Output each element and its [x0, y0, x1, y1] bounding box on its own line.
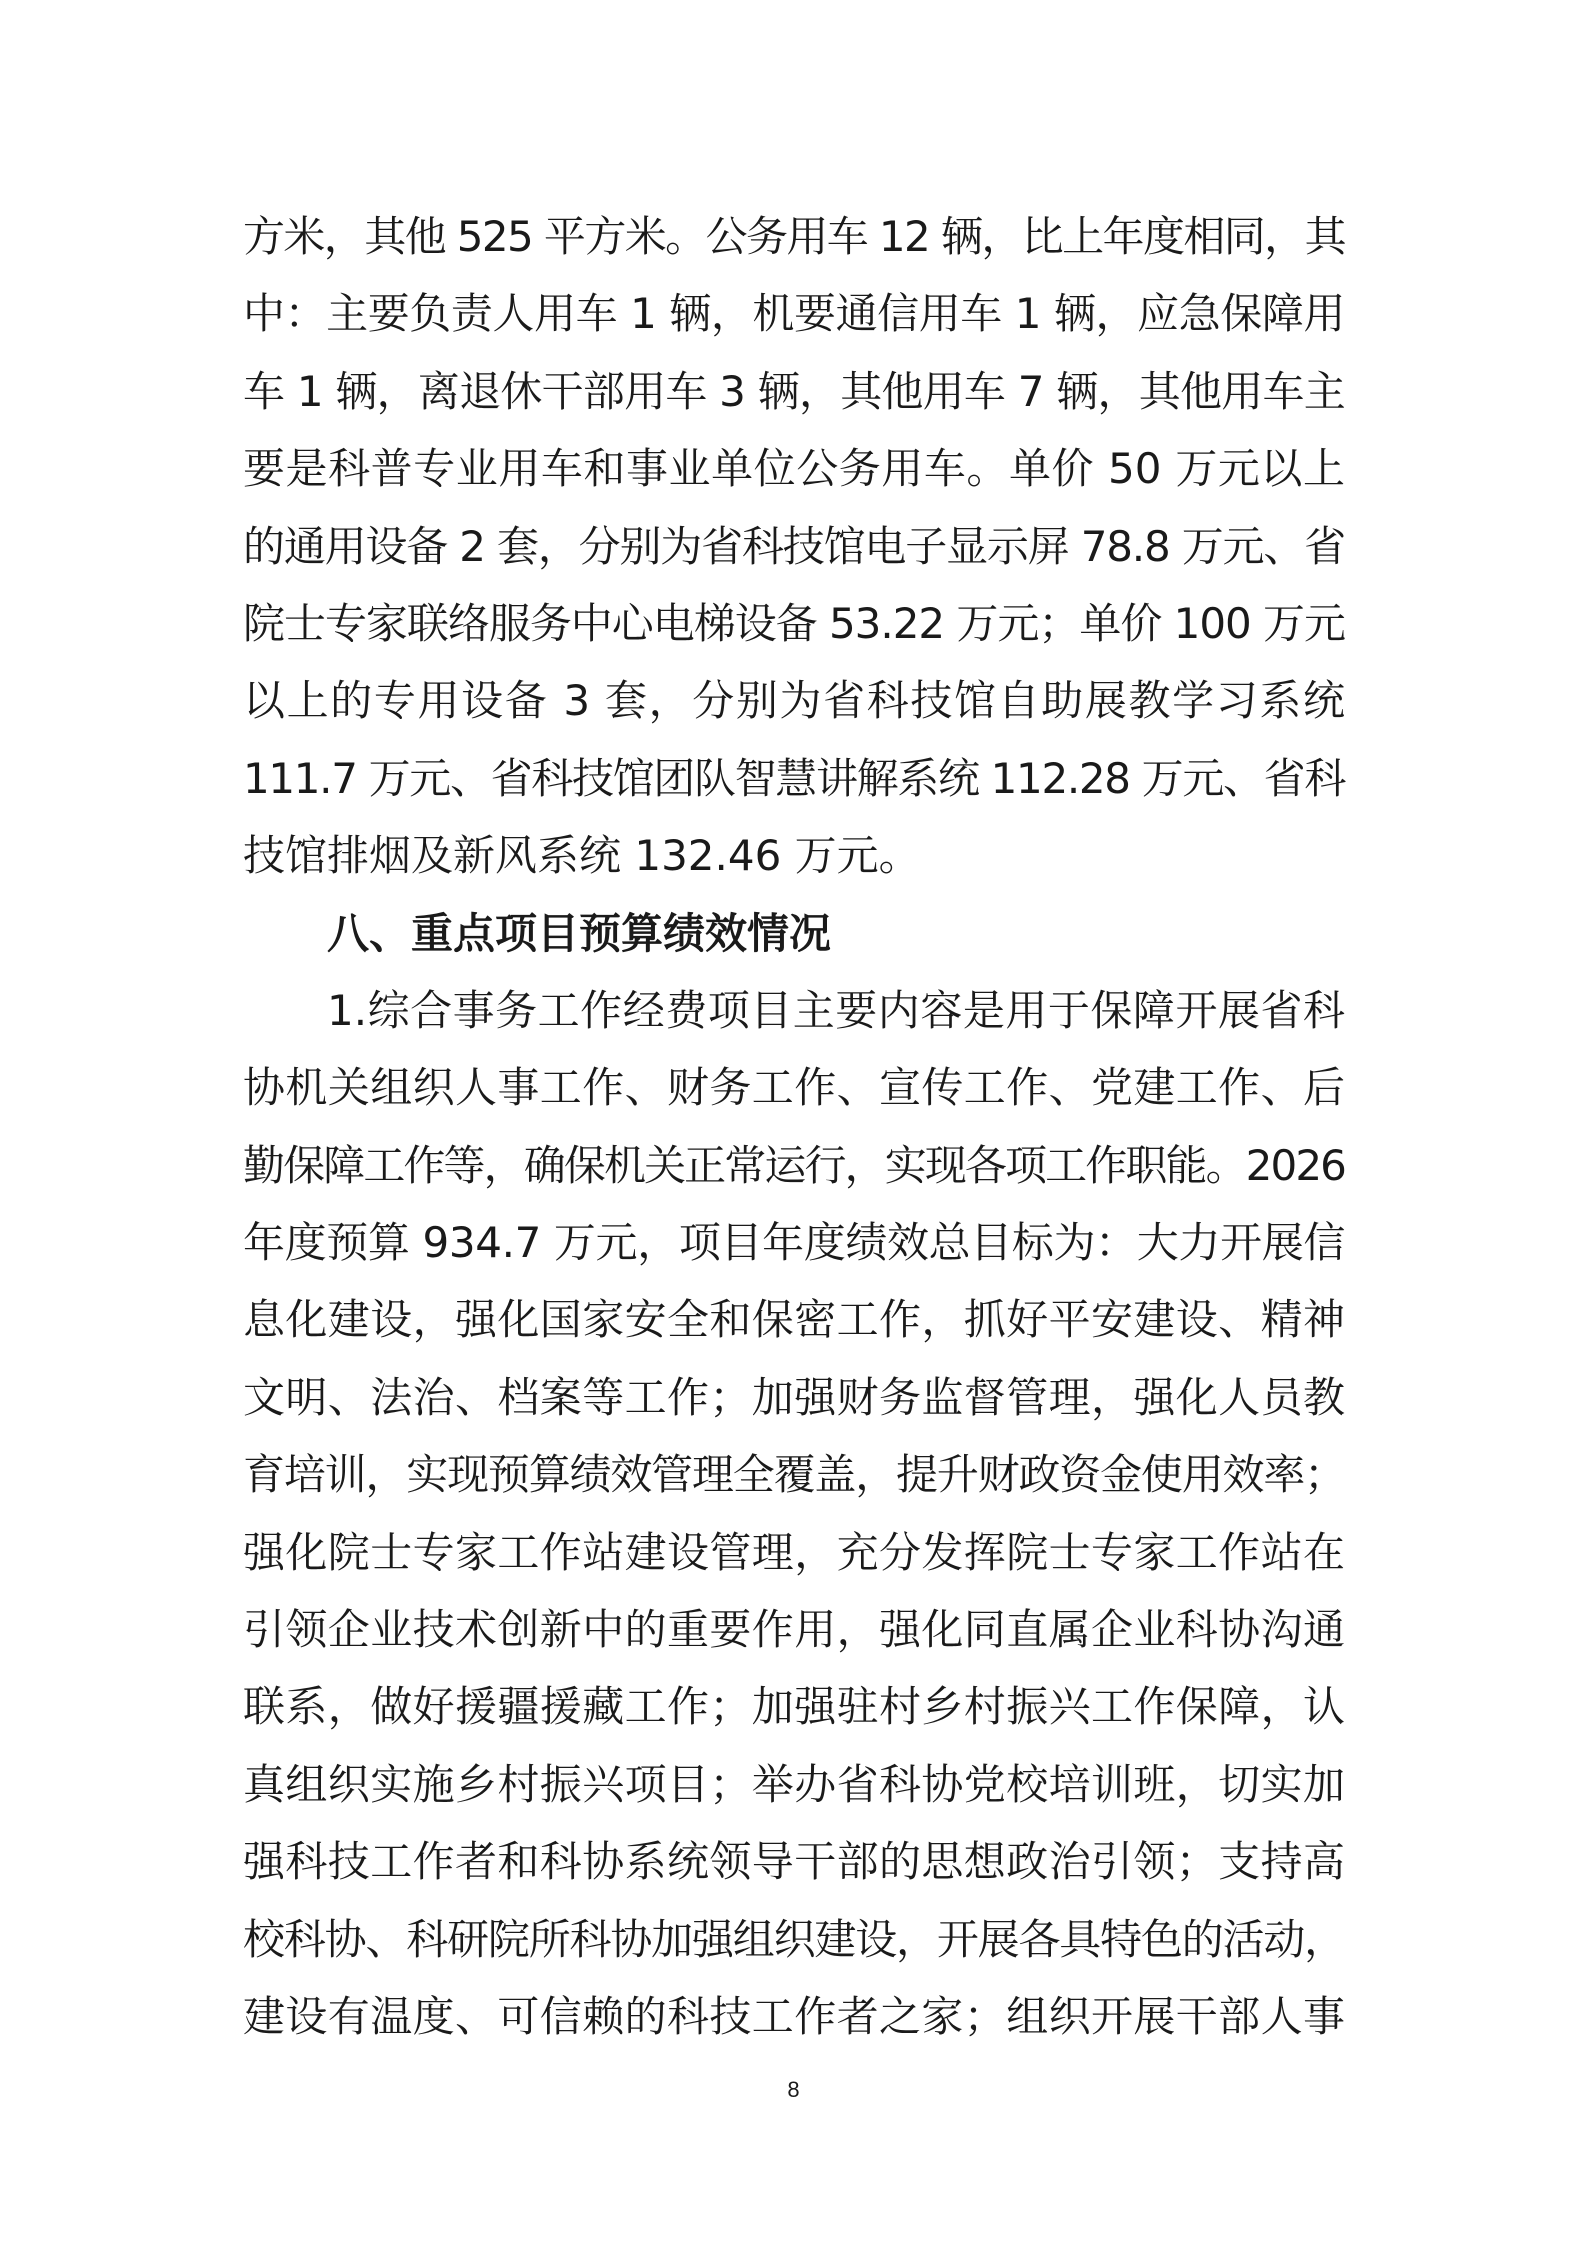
- text-line: 院士专家联络服务中心电梯设备 53.22 万元；单价 100 万元: [243, 598, 1345, 648]
- text-line: 勤保障工作等，确保机关正常运行，实现各项工作职能。2026: [243, 1140, 1345, 1190]
- text-line: 建设有温度、可信赖的科技工作者之家；组织开展干部人事: [243, 1991, 1345, 2041]
- text-line: 强化院士专家工作站建设管理，充分发挥院士专家工作站在: [243, 1527, 1345, 1577]
- text-line: 文明、法治、档案等工作；加强财务监督管理，强化人员教: [243, 1372, 1345, 1422]
- text-line: 息化建设，强化国家安全和保密工作，抓好平安建设、精神: [243, 1295, 1345, 1345]
- document-body: [243, 198, 1345, 2055]
- text-line: 1.综合事务工作经费项目主要内容是用于保障开展省科: [327, 985, 1345, 1035]
- text-line: 强科技工作者和科协系统领导干部的思想政治引领；支持高: [243, 1837, 1345, 1887]
- text-line: 技馆排烟及新风系统 132.46 万元。: [243, 831, 921, 881]
- text-line: 年度预算 934.7 万元，项目年度绩效总目标为：大力开展信: [243, 1218, 1345, 1268]
- text-line: 育培训，实现预算绩效管理全覆盖，提升财政资金使用效率；: [243, 1450, 1345, 1500]
- text-line: 中：主要负责人用车 1 辆，机要通信用车 1 辆，应急保障用: [243, 289, 1345, 339]
- text-line: 联系，做好援疆援藏工作；加强驻村乡村振兴工作保障，认: [243, 1682, 1345, 1732]
- text-line: 要是科普专业用车和事业单位公务用车。单价 50 万元以上: [243, 444, 1345, 494]
- text-line: 的通用设备 2 套，分别为省科技馆电子显示屏 78.8 万元、省: [243, 521, 1345, 571]
- page-number: 8: [787, 2077, 800, 2102]
- text-line: 以上的专用设备 3 套，分别为省科技馆自助展教学习系统: [243, 676, 1345, 726]
- text-line: 真组织实施乡村振兴项目；举办省科协党校培训班，切实加: [243, 1759, 1345, 1809]
- text-line: 方米，其他 525 平方米。公务用车 12 辆，比上年度相同，其: [243, 212, 1345, 261]
- text-line: 校科协、科研院所科协加强组织建设，开展各具特色的活动，: [243, 1914, 1345, 1964]
- text-line: 引领企业技术创新中的重要作用，强化同直属企业科协沟通: [243, 1605, 1345, 1655]
- section-heading: 八、重点项目预算绩效情况: [327, 908, 832, 958]
- text-line: 车 1 辆，离退休干部用车 3 辆，其他用车 7 辆，其他用车主: [243, 366, 1345, 416]
- text-line: 协机关组织人事工作、财务工作、宣传工作、党建工作、后: [243, 1063, 1345, 1113]
- text-line: 111.7 万元、省科技馆团队智慧讲解系统 112.28 万元、省科: [243, 753, 1345, 803]
